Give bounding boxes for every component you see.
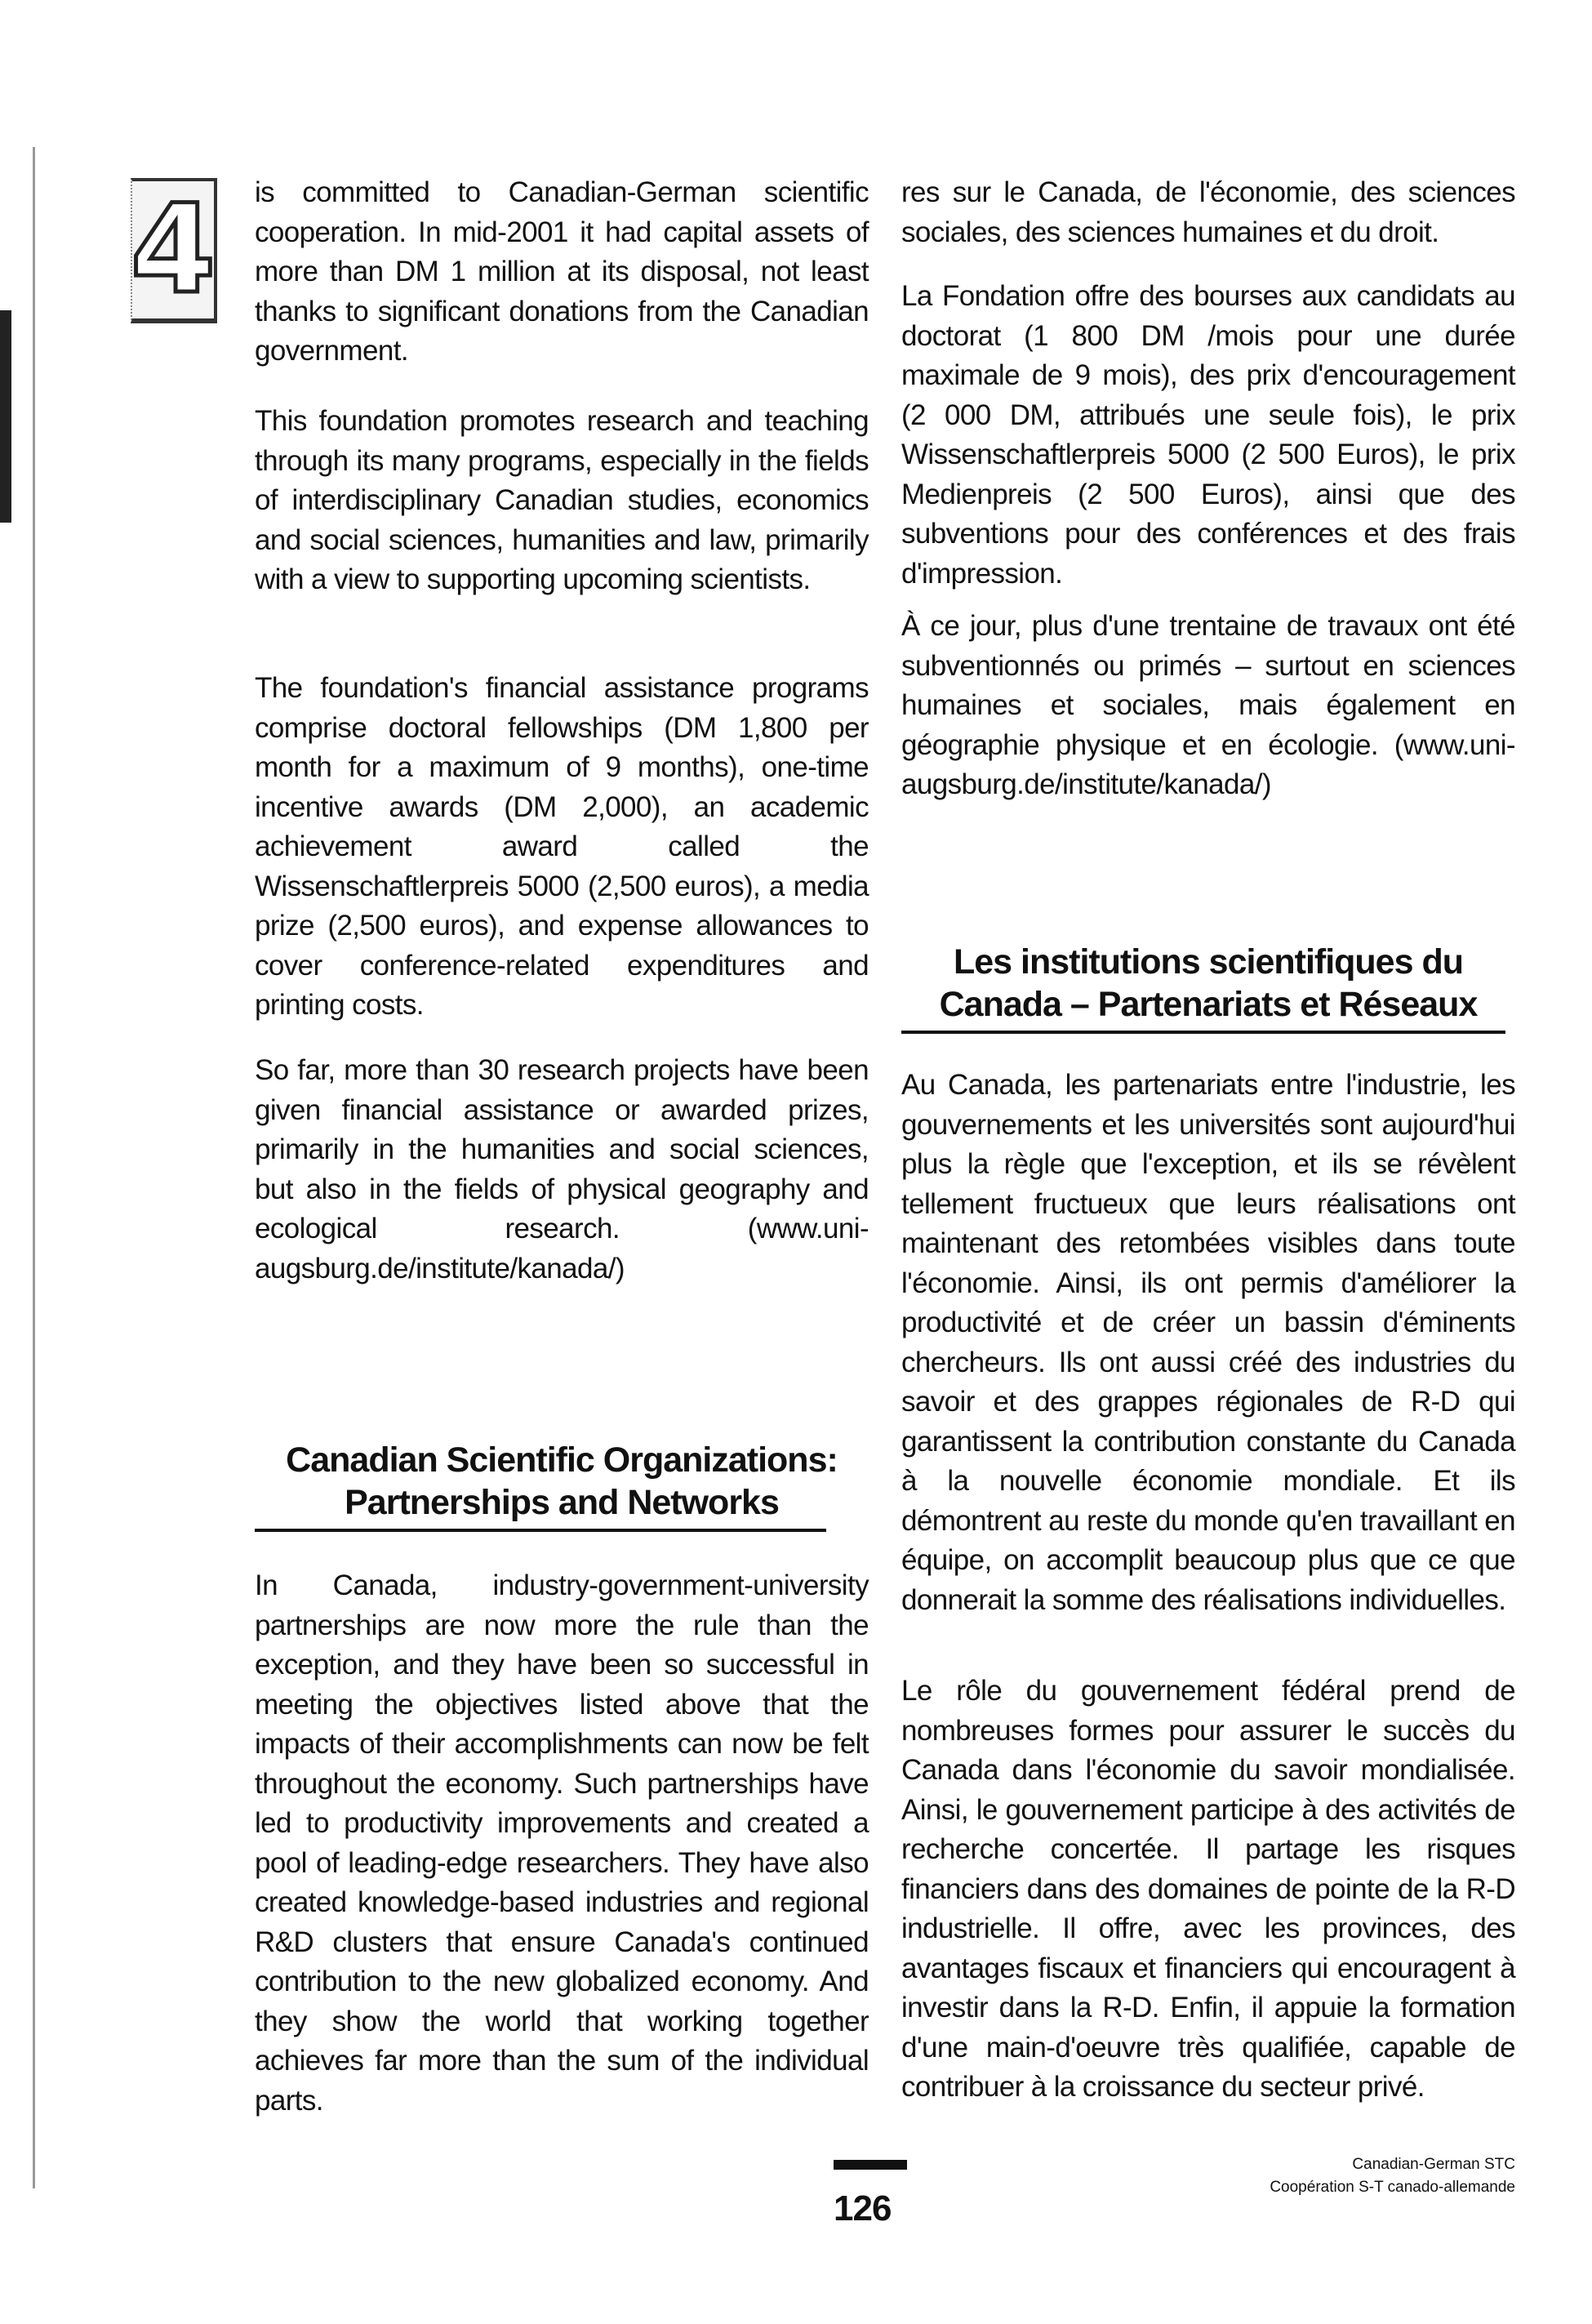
footer-title-fr: Coopération S-T canado-allemande [1270, 2179, 1515, 2196]
footer-bar [834, 2160, 907, 2170]
left-paragraph-3: The foundation's financial assistance programs comprise doctoral fellowships (DM 1,800 per month for a maximum of 9 months), one-time incentive awards (DM 2,000), an academic achievement award called the Wissenschaftlerpreis 5000 (2,500 euros), a media prize (2,500 euros), and expense allowances to cover conference-related expenditures and printing costs. [255, 672, 869, 1021]
right-section-paragraph-1: Au Canada, les partenariats entre l'industrie, les gouvernements et les universités sont aujourd'hui plus la règle que l'exception, et ils se révèlent tellement fructueux que leurs réalisations ont maintenant des retombées visibles dans toute l'économie. Ainsi, ils ont permis d'améliorer la productivité et de créer un bassin d'éminents chercheurs. Ils ont aussi créé des industries du savoir et des grappes régionales de R-D qui garantissent la contribution constante du Canada à la nouvelle économie mondiale. Et ils démontrent au reste du monde qu'en travaillant en équipe, on accomplit beaucoup plus que ce que donnerait la somme des réalisations individuelles. [901, 1069, 1515, 1616]
right-section-heading [901, 941, 1515, 1026]
chapter-number: 4 [130, 179, 216, 321]
right-heading-line-1: Les institutions scientifiques du [953, 942, 1463, 982]
left-section-heading [255, 1439, 869, 1524]
scan-edge-line [33, 147, 35, 2188]
right-paragraph-2: La Fondation offre des bourses aux candidats au doctorat (1 800 DM /mois pour une durée maximale de 9 mois), des prix d'encouragement (2 000 DM, attribués une seule fois), le prix Wissenschaftlerpreis 5000 (2 500 Euros), le prix Medienpreis (2 500 Euros), ainsi que des subventions pour des conférences et des frais d'impression. [901, 280, 1515, 590]
footer-title-en: Canadian-German STC [1352, 2156, 1515, 2173]
left-paragraph-4: So far, more than 30 research projects have been given financial assistance or awarded prizes, primarily in the humanities and social sciences, but also in the fields of physical geography and ecological research. (www.uni-augsburg.de/institute/kanada/) [255, 1054, 869, 1284]
left-heading-line-1: Canadian Scientific Organizations: [286, 1440, 838, 1480]
left-paragraph-2: This foundation promotes research and teaching through its many programs, especially in the fields of interdisciplinary Canadian studies, economics and social sciences, humanities and law, primarily with a view to supporting upcoming scientists. [255, 405, 869, 595]
right-paragraph-3: À ce jour, plus d'une trentaine de travaux ont été subventionnés ou primés – surtout en sciences humaines et sociales, mais également en géographie physique et en écologie. (www.uni-augsburg.de/institute/kanada/) [901, 610, 1515, 800]
right-heading-rule [901, 1031, 1505, 1034]
left-paragraph-1: is committed to Canadian-German scientific cooperation. In mid-2001 it had capital assets of more than DM 1 million at its disposal, not least thanks to significant donations from the Canadian government. [255, 176, 869, 367]
left-heading-line-2: Partnerships and Networks [345, 1483, 779, 1522]
left-heading-rule [255, 1529, 826, 1532]
right-paragraph-1: res sur le Canada, de l'économie, des sciences sociales, des sciences humaines et du droit. [901, 176, 1515, 248]
right-section-paragraph-2: Le rôle du gouvernement fédéral prend de nombreuses formes pour assurer le succès du Canada dans l'économie du savoir mondialisée. Ainsi, le gouvernement participe à des activités de recherche concertée. Il partage les risques financiers dans des domaines de pointe de la R-D industrielle. Il offre, avec les provinces, des avantages fiscaux et financiers qui encouragent à investir dans la R-D. Enfin, il appuie la formation d'une main-d'oeuvre très qualifiée, capable de contribuer à la croissance du secteur privé. [901, 1675, 1515, 2103]
chapter-number-badge [131, 178, 217, 323]
page-number: 126 [834, 2188, 892, 2228]
right-heading-line-2: Canada – Partenariats et Réseaux [939, 985, 1478, 1024]
binding-mark [0, 310, 11, 523]
left-section-paragraph: In Canada, industry-government-university partnerships are now more the rule than the exception, and they have been so successful in meeting the objectives listed above that the impacts of their accomplishments can now be felt throughout the economy. Such partnerships have led to productivity improvements and created a pool of leading-edge researchers. They have also created knowledge-based industries and regional R&D clusters that ensure Canada's continued contribution to the new globalized economy. And they show the world that working together achieves far more than the sum of the individual parts. [255, 1569, 869, 2117]
